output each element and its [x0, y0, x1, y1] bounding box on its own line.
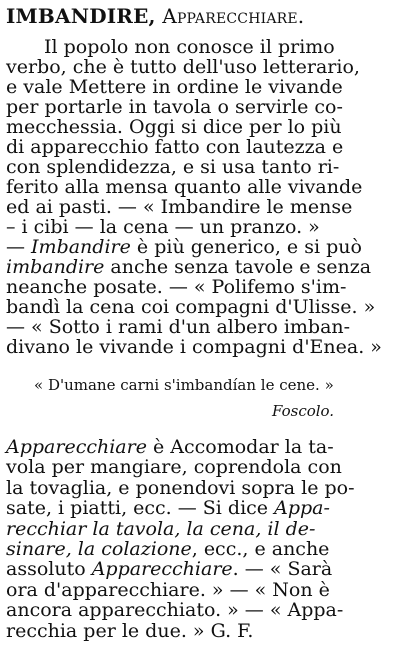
para2-line: vola per mangiare, coprendola con [6, 456, 342, 479]
para1-line: — Imbandire è più generico, e si può [6, 236, 362, 258]
para2-line: recchia per le due. » G. F. [6, 619, 254, 642]
para1-line: divano le vivande i compagni d'Enea. » [6, 336, 382, 358]
para2-line: Apparecchiare è Accomodar la ta- [6, 436, 334, 458]
para2-line: ancora apparecchiato. » — « Appa- [6, 599, 344, 622]
para2-line: sate, i piatti, ecc. — Si dice Appa- [6, 497, 330, 520]
para1-line: mecchessia. Oggi si dice per lo più [6, 116, 342, 138]
para1-line: e vale Mettere in ordine le vivande [6, 76, 343, 98]
para2-line: la tovaglia, e ponendovi sopra le po- [6, 476, 355, 499]
para1-line: per portarle in tavola o servirle co- [6, 96, 343, 118]
entry-synonym: Apparecchiare. [162, 4, 305, 28]
para1-line: imbandire anche senza tavole e senza [6, 256, 372, 278]
entry-word: IMBANDIRE, [6, 4, 156, 28]
para1-line: Il popolo non conosce il primo [44, 36, 335, 58]
para1-line: neanche posate. — « Polifemo s'im- [6, 276, 347, 298]
para2-line: recchiar la tavola, la cena, il de- [6, 517, 316, 540]
para1-line: bandì la cena coi compagni d'Ulisse. » [6, 296, 376, 318]
literary-quote: « D'umane carni s'imbandían le cene. » [34, 376, 334, 394]
para1-line: con splendidezza, e si usa tanto ri- [6, 156, 340, 178]
para1-line: – i cibi — la cena — un pranzo. » [6, 216, 320, 238]
entry-heading [6, 4, 304, 28]
para2-line: ora d'apparecchiare. » — « Non è [6, 578, 330, 601]
para2-line: sinare, la colazione, ecc., e anche [6, 538, 330, 560]
para1-line: verbo, che è tutto dell'uso letterario, [6, 56, 360, 78]
para1-line: — « Sotto i rami d'un albero imban- [6, 316, 351, 338]
quote-author: Foscolo. [272, 402, 335, 420]
para1-line: di apparecchio fatto con lautezza e [6, 136, 344, 158]
para1-line: ed ai pasti. — « Imbandire le mense [6, 196, 353, 218]
para1-line: ferito alla mensa quanto alle vivande [6, 176, 363, 198]
para2-line: assoluto Apparecchiare. — « Sarà [6, 558, 333, 581]
